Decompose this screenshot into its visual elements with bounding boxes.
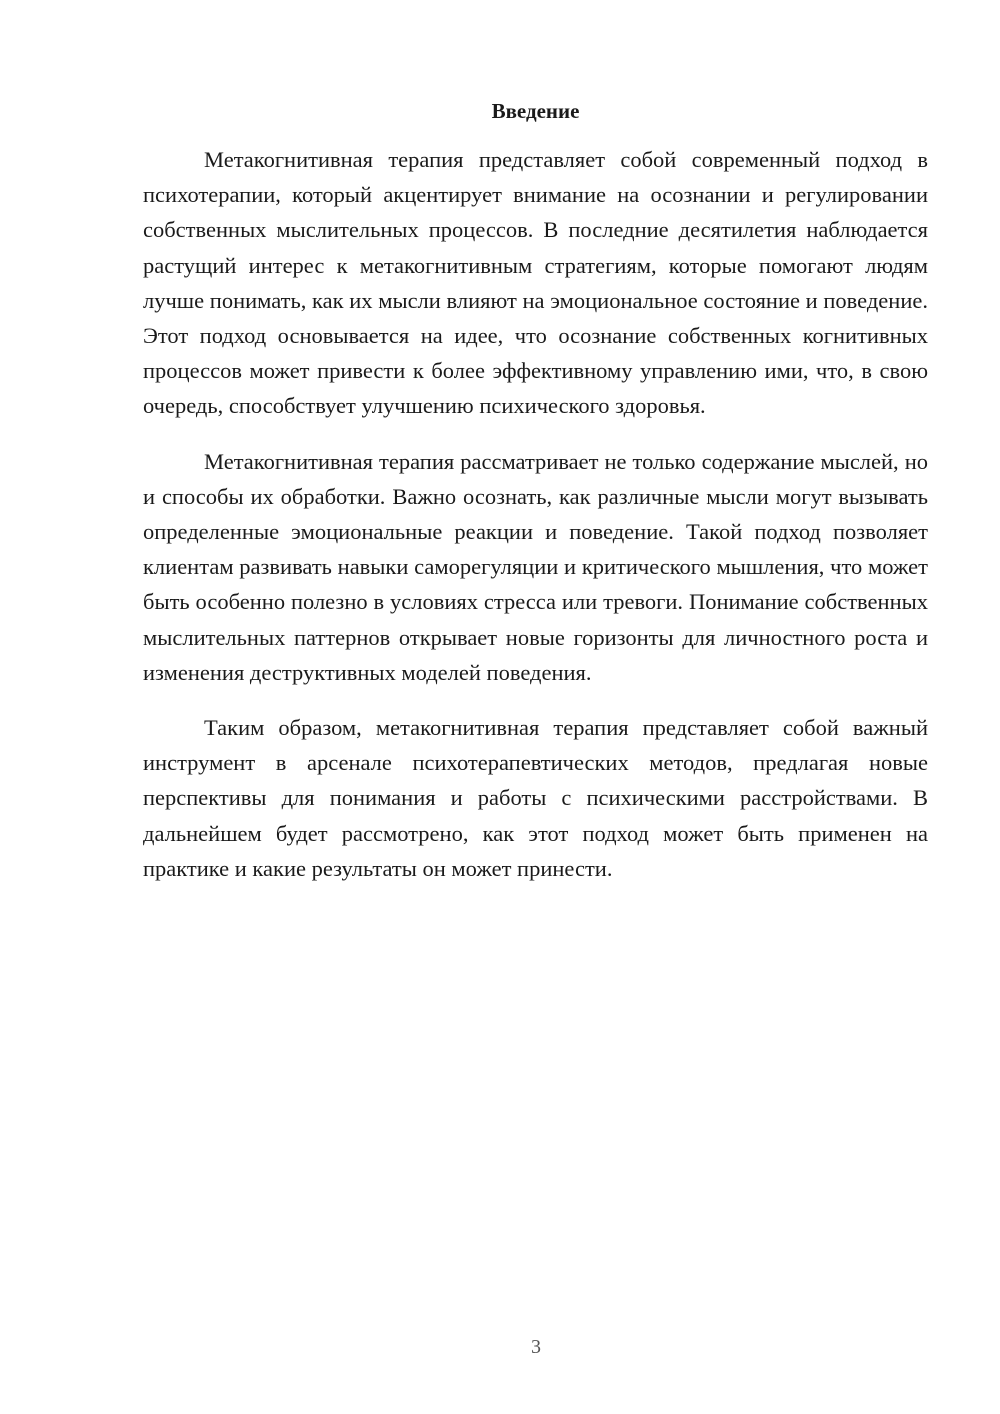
section-heading: Введение — [491, 99, 580, 123]
body-text — [143, 142, 928, 906]
paragraph-1: Метакогнитивная терапия представляет собой современный подход в психотерапии, который акцентирует внимание на осознании и регулировании собственных мыслительных процессов. В последние десятилетия наблюдается растущий интерес к метакогнитивным стратегиям, которые помогают людям лучше понимать, как их мысли влияют на эмоциональное состояние и поведение. Этот подход основывается на идее, что осознание собственных когнитивных процессов может привести к более эффективному управлению ими, что, в свою очередь, способствует улучшению психического здоровья. — [143, 147, 928, 419]
paragraph-2: Метакогнитивная терапия рассматривает не только содержание мыслей, но и способы их обработки. Важно осознать, как различные мысли могут вызывать определенные эмоциональные реакции и поведение. Такой подход позволяет клиентам развивать навыки саморегуляции и критического мышления, что может быть особенно полезно в условиях стресса или тревоги. Понимание собственных мыслительных паттернов открывает новые горизонты для личностного роста и изменения деструктивных моделей поведения. — [143, 448, 928, 685]
paragraph-3: Таким образом, метакогнитивная терапия представляет собой важный инструмент в арсенале психотерапевтических методов, предлагая новые перспективы для понимания и работы с психическими расстройствами. В дальнейшем будет рассмотрено, как этот подход может быть применен на практике и какие результаты он может принести. — [143, 715, 928, 881]
page-number: 3 — [531, 1336, 541, 1358]
